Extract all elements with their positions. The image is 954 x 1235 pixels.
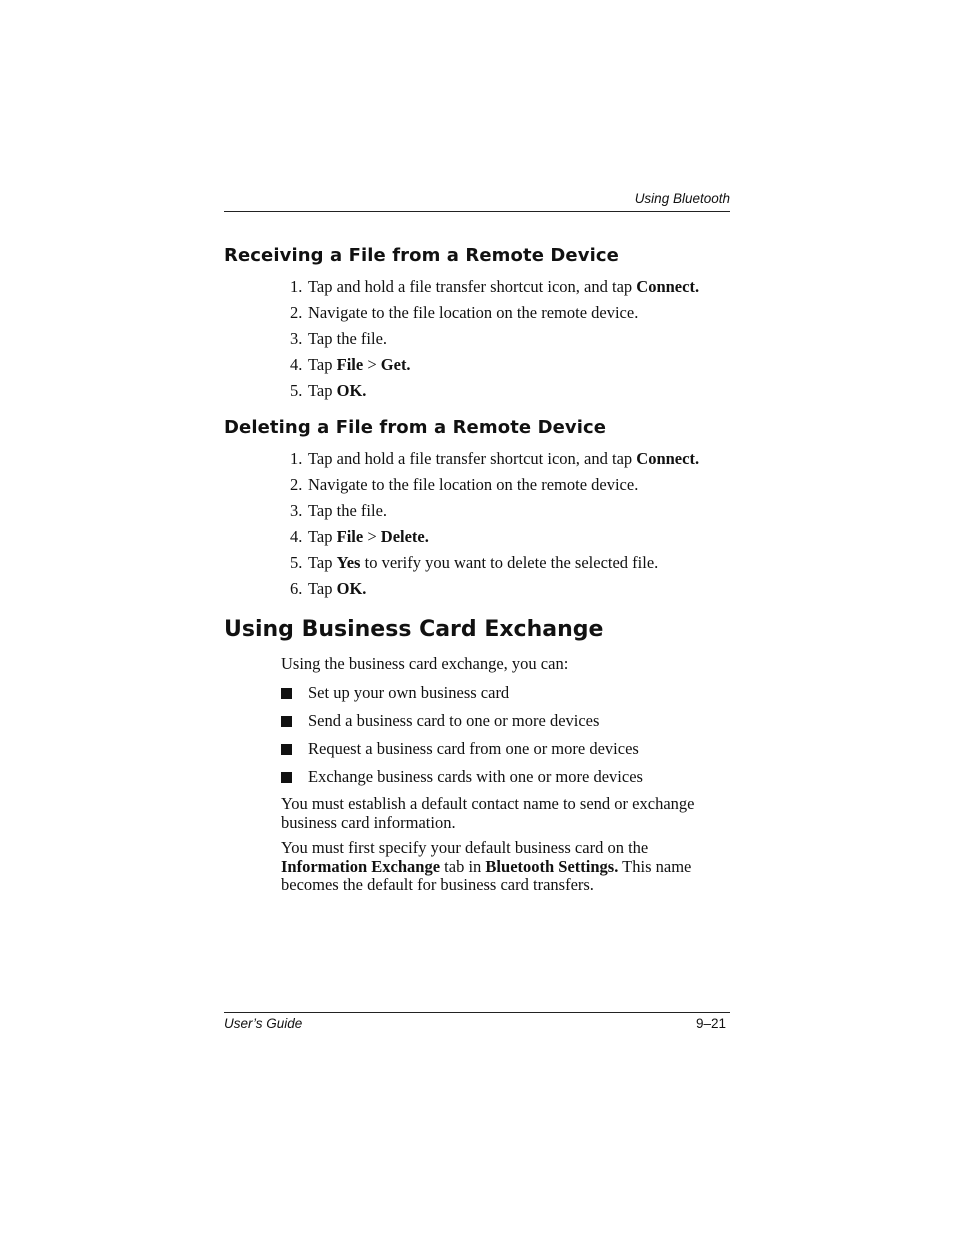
page-number: 9–21 [695,1016,726,1031]
square-bullet-icon [281,772,292,783]
list-item: 1. Tap and hold a file transfer shortcut icon, and tap Connect. [290,277,700,296]
square-bullet-icon [281,716,292,727]
square-bullet-icon [281,744,292,755]
deleting-heading: Deleting a File from a Remote Device [224,417,607,438]
business-intro: Using the business card exchange, you can: [281,654,569,673]
page-header [224,190,730,212]
list-item: Exchange business cards with one or more devices [281,767,643,795]
list-item: 3. Tap the file. [290,501,388,520]
list-item: Request a business card from one or more devices [281,739,643,767]
list-item: 2. Navigate to the file location on the remote device. [290,475,639,494]
business-paragraph-1: You must establish a default contact name to send or exchange business card information. [281,794,695,832]
deleting-steps [290,449,699,605]
list-item: Send a business card to one or more devices [281,711,643,739]
business-bullets [281,683,643,795]
list-item: 3. Tap the file. [290,329,388,348]
list-item: 2. Navigate to the file location on the remote device. [290,303,639,322]
list-item: 6. Tap OK. [290,579,367,598]
business-card-heading: Using Business Card Exchange [224,617,604,642]
list-item: 5. Tap OK. [290,381,367,400]
footer-guide-title: User’s Guide [224,1016,303,1031]
receiving-heading: Receiving a File from a Remote Device [224,245,619,266]
list-item: Set up your own business card [281,683,643,711]
list-item: 1. Tap and hold a file transfer shortcut icon, and tap Connect. [290,449,700,468]
list-item: 5. Tap Yes to verify you want to delete the selected file. [290,553,659,572]
running-title: Using Bluetooth [634,191,730,206]
list-item: 4. Tap File > Get. [290,355,411,374]
square-bullet-icon [281,688,292,699]
list-item: 4. Tap File > Delete. [290,527,429,546]
receiving-steps [290,277,699,407]
page-footer [224,1012,730,1037]
business-paragraph-2: You must first specify your default business card on the Information Exchange tab in Bluetooth Settings. This name becomes the default for business card transfers. [281,838,692,894]
